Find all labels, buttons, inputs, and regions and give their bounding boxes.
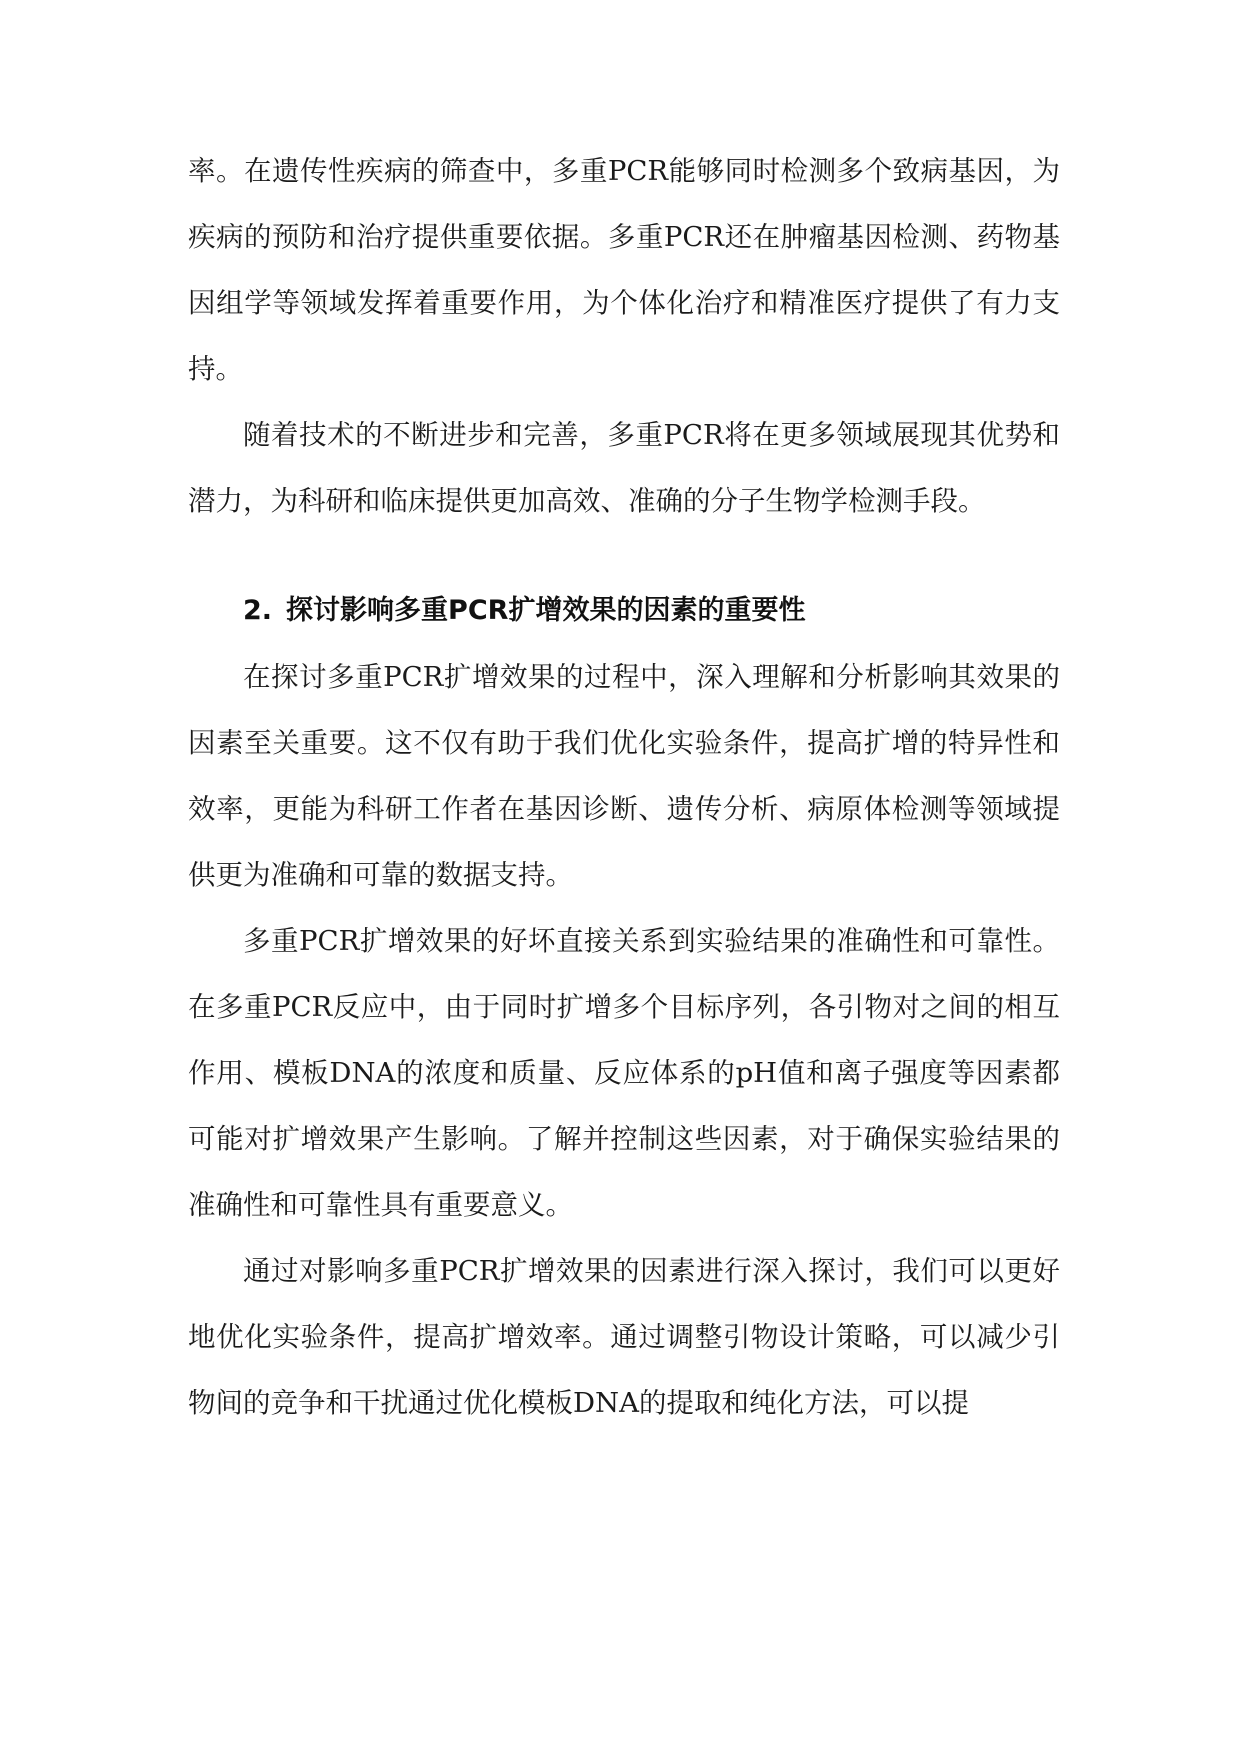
paragraph: 通过对影响多重PCR扩增效果的因素进行深入探讨，我们可以更好地优化实验条件，提高扩增效率。通过调整引物设计策略，可以减少引物间的竞争和干扰通过优化模板DNA的提取和纯化方法，可以提 (188, 1255, 1060, 1419)
paragraph: 在探讨多重PCR扩增效果的过程中，深入理解和分析影响其效果的因素至关重要。这不仅有助于我们优化实验条件，提高扩增的特异性和效率，更能为科研工作者在基因诊断、遗传分析、病原体检测等领域提供更为准确和可靠的数据支持。 (188, 661, 1060, 891)
section-heading (188, 578, 1060, 644)
document-body (188, 138, 1060, 1436)
paragraph: 随着技术的不断进步和完善，多重PCR将在更多领域展现其优势和潜力，为科研和临床提供更加高效、准确的分子生物学检测手段。 (188, 419, 1060, 517)
section-title: 探讨影响多重PCR扩增效果的因素的重要性 (286, 595, 806, 626)
paragraph-continuation: 率。在遗传性疾病的筛查中，多重PCR能够同时检测多个致病基因，为疾病的预防和治疗提供重要依据。多重PCR还在肿瘤基因检测、药物基因组学等领域发挥着重要作用，为个体化治疗和精准医疗提供了有力支持。 (188, 155, 1060, 385)
section-number: 2. (243, 595, 273, 626)
paragraph: 多重PCR扩增效果的好坏直接关系到实验结果的准确性和可靠性。在多重PCR反应中，由于同时扩增多个目标序列，各引物对之间的相互作用、模板DNA的浓度和质量、反应体系的pH值和离子强度等因素都可能对扩增效果产生影响。了解并控制这些因素，对于确保实验结果的准确性和可靠性具有重要意义。 (188, 925, 1060, 1221)
